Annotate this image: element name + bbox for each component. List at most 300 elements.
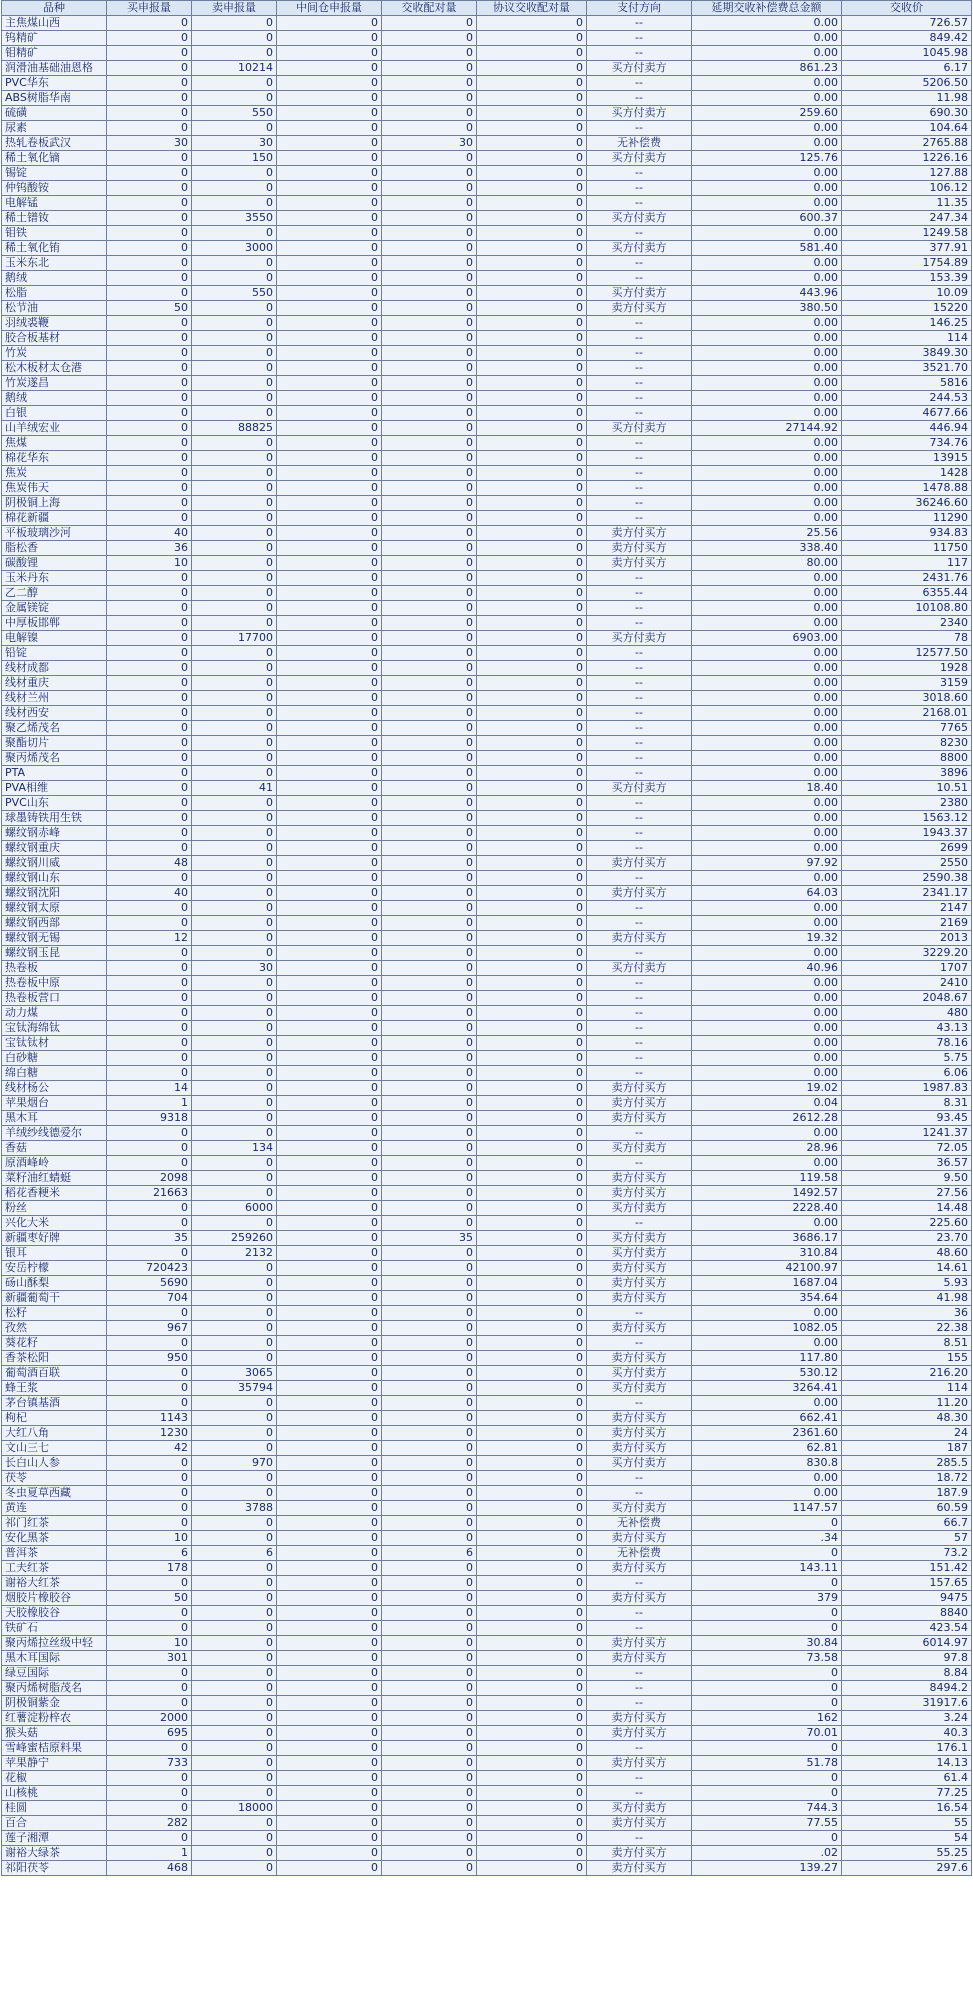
cell-agreement-matched: 0 — [477, 1606, 587, 1621]
cell-payment-direction: -- — [587, 256, 692, 271]
table-row — [2, 916, 972, 931]
cell-middle-warehouse: 0 — [277, 1681, 382, 1696]
cell-sell-declared: 0 — [192, 1096, 277, 1111]
table-row — [2, 196, 972, 211]
cell-deferred-compensation: 0.00 — [692, 436, 842, 451]
table-row — [2, 661, 972, 676]
cell-delivery-price: 104.64 — [842, 121, 972, 136]
cell-agreement-matched: 0 — [477, 1036, 587, 1051]
cell-buy-declared: 40 — [107, 886, 192, 901]
cell-middle-warehouse: 0 — [277, 1201, 382, 1216]
cell-buy-declared: 0 — [107, 601, 192, 616]
table-row — [2, 166, 972, 181]
cell-delivery-price: 114 — [842, 331, 972, 346]
cell-agreement-matched: 0 — [477, 211, 587, 226]
cell-deferred-compensation: 0.00 — [692, 16, 842, 31]
cell-delivery-matched: 6 — [382, 1546, 477, 1561]
cell-delivery-matched: 0 — [382, 1216, 477, 1231]
cell-payment-direction: -- — [587, 901, 692, 916]
cell-deferred-compensation: 0.00 — [692, 256, 842, 271]
cell-buy-declared: 0 — [107, 151, 192, 166]
cell-middle-warehouse: 0 — [277, 16, 382, 31]
cell-buy-declared: 0 — [107, 226, 192, 241]
cell-delivery-matched: 0 — [382, 31, 477, 46]
cell-buy-declared: 1143 — [107, 1411, 192, 1426]
cell-payment-direction: -- — [587, 1126, 692, 1141]
cell-payment-direction: -- — [587, 76, 692, 91]
cell-buy-declared: 0 — [107, 1006, 192, 1021]
cell-buy-declared: 0 — [107, 901, 192, 916]
cell-delivery-matched: 0 — [382, 1516, 477, 1531]
cell-sell-declared: 0 — [192, 1426, 277, 1441]
cell-middle-warehouse: 0 — [277, 1456, 382, 1471]
cell-middle-warehouse: 0 — [277, 1501, 382, 1516]
cell-buy-declared: 0 — [107, 331, 192, 346]
cell-payment-direction: -- — [587, 1666, 692, 1681]
cell-payment-direction: 卖方付买方 — [587, 556, 692, 571]
cell-delivery-price: 77.25 — [842, 1786, 972, 1801]
cell-sell-declared: 0 — [192, 1831, 277, 1846]
cell-agreement-matched: 0 — [477, 916, 587, 931]
table-row — [2, 16, 972, 31]
cell-agreement-matched: 0 — [477, 556, 587, 571]
cell-variety: 螺纹钢山东 — [2, 871, 107, 886]
cell-payment-direction: 买方付卖方 — [587, 61, 692, 76]
cell-deferred-compensation: 338.40 — [692, 541, 842, 556]
cell-delivery-matched: 0 — [382, 61, 477, 76]
table-row — [2, 1711, 972, 1726]
cell-sell-declared: 30 — [192, 961, 277, 976]
cell-payment-direction: -- — [587, 841, 692, 856]
cell-deferred-compensation: 25.56 — [692, 526, 842, 541]
cell-agreement-matched: 0 — [477, 1846, 587, 1861]
cell-buy-declared: 0 — [107, 646, 192, 661]
cell-agreement-matched: 0 — [477, 301, 587, 316]
cell-middle-warehouse: 0 — [277, 1216, 382, 1231]
cell-delivery-matched: 0 — [382, 196, 477, 211]
cell-agreement-matched: 0 — [477, 616, 587, 631]
cell-agreement-matched: 0 — [477, 661, 587, 676]
cell-delivery-matched: 0 — [382, 241, 477, 256]
cell-deferred-compensation: 0.00 — [692, 166, 842, 181]
cell-delivery-price: 423.54 — [842, 1621, 972, 1636]
cell-agreement-matched: 0 — [477, 1666, 587, 1681]
cell-deferred-compensation: 0.00 — [692, 451, 842, 466]
cell-middle-warehouse: 0 — [277, 1441, 382, 1456]
cell-sell-declared: 0 — [192, 361, 277, 376]
cell-payment-direction: -- — [587, 946, 692, 961]
cell-deferred-compensation: 380.50 — [692, 301, 842, 316]
cell-agreement-matched: 0 — [477, 691, 587, 706]
cell-buy-declared: 9318 — [107, 1111, 192, 1126]
cell-agreement-matched: 0 — [477, 526, 587, 541]
cell-agreement-matched: 0 — [477, 1546, 587, 1561]
cell-deferred-compensation: 2612.28 — [692, 1111, 842, 1126]
cell-buy-declared: 0 — [107, 811, 192, 826]
table-row — [2, 511, 972, 526]
cell-deferred-compensation: 0.00 — [692, 1036, 842, 1051]
table-row — [2, 181, 972, 196]
cell-delivery-price: 155 — [842, 1351, 972, 1366]
cell-delivery-matched: 0 — [382, 766, 477, 781]
cell-delivery-price: 2431.76 — [842, 571, 972, 586]
cell-agreement-matched: 0 — [477, 766, 587, 781]
cell-buy-declared: 40 — [107, 526, 192, 541]
cell-payment-direction: -- — [587, 91, 692, 106]
cell-delivery-price: 1241.37 — [842, 1126, 972, 1141]
cell-agreement-matched: 0 — [477, 1786, 587, 1801]
table-row — [2, 1246, 972, 1261]
cell-payment-direction: 卖方付买方 — [587, 1261, 692, 1276]
cell-payment-direction: 卖方付买方 — [587, 541, 692, 556]
cell-delivery-matched: 0 — [382, 271, 477, 286]
cell-delivery-price: 72.05 — [842, 1141, 972, 1156]
cell-delivery-matched: 0 — [382, 1711, 477, 1726]
cell-deferred-compensation: 0 — [692, 1576, 842, 1591]
cell-delivery-price: 2380 — [842, 796, 972, 811]
cell-payment-direction: -- — [587, 1576, 692, 1591]
cell-agreement-matched: 0 — [477, 1516, 587, 1531]
cell-middle-warehouse: 0 — [277, 1636, 382, 1651]
cell-buy-declared: 0 — [107, 16, 192, 31]
cell-variety: 线材成都 — [2, 661, 107, 676]
cell-variety: 铅锭 — [2, 646, 107, 661]
cell-delivery-price: 1249.58 — [842, 226, 972, 241]
cell-payment-direction: 卖方付买方 — [587, 1096, 692, 1111]
cell-delivery-matched: 0 — [382, 961, 477, 976]
cell-delivery-price: 10.09 — [842, 286, 972, 301]
table-row — [2, 1051, 972, 1066]
cell-payment-direction: 卖方付买方 — [587, 1111, 692, 1126]
cell-delivery-matched: 0 — [382, 436, 477, 451]
table-row — [2, 841, 972, 856]
cell-agreement-matched: 0 — [477, 586, 587, 601]
cell-middle-warehouse: 0 — [277, 1066, 382, 1081]
cell-delivery-matched: 0 — [382, 346, 477, 361]
cell-buy-declared: 0 — [107, 46, 192, 61]
cell-payment-direction: -- — [587, 466, 692, 481]
cell-middle-warehouse: 0 — [277, 1711, 382, 1726]
table-row — [2, 721, 972, 736]
cell-deferred-compensation: 379 — [692, 1591, 842, 1606]
table-row — [2, 826, 972, 841]
cell-agreement-matched: 0 — [477, 1756, 587, 1771]
cell-deferred-compensation: 0.00 — [692, 181, 842, 196]
cell-delivery-matched: 0 — [382, 1246, 477, 1261]
table-row — [2, 586, 972, 601]
cell-delivery-price: 7765 — [842, 721, 972, 736]
cell-delivery-matched: 0 — [382, 1636, 477, 1651]
cell-delivery-price: 5.75 — [842, 1051, 972, 1066]
cell-deferred-compensation: 6903.00 — [692, 631, 842, 646]
cell-variety: 羽绒裘鞭 — [2, 316, 107, 331]
cell-delivery-price: 1226.16 — [842, 151, 972, 166]
cell-agreement-matched: 0 — [477, 1126, 587, 1141]
cell-payment-direction: -- — [587, 346, 692, 361]
cell-delivery-matched: 0 — [382, 1081, 477, 1096]
cell-sell-declared: 0 — [192, 121, 277, 136]
cell-sell-declared: 0 — [192, 46, 277, 61]
cell-delivery-matched: 0 — [382, 1096, 477, 1111]
cell-buy-declared: 0 — [107, 1621, 192, 1636]
cell-agreement-matched: 0 — [477, 1486, 587, 1501]
cell-deferred-compensation: 259.60 — [692, 106, 842, 121]
cell-payment-direction: -- — [587, 1216, 692, 1231]
table-row — [2, 751, 972, 766]
cell-delivery-matched: 0 — [382, 481, 477, 496]
cell-buy-declared: 0 — [107, 871, 192, 886]
table-row — [2, 1141, 972, 1156]
cell-sell-declared: 0 — [192, 511, 277, 526]
cell-sell-declared: 0 — [192, 451, 277, 466]
cell-buy-declared: 35 — [107, 1231, 192, 1246]
cell-payment-direction: 卖方付买方 — [587, 1561, 692, 1576]
cell-deferred-compensation: 0.00 — [692, 496, 842, 511]
cell-payment-direction: 买方付卖方 — [587, 1246, 692, 1261]
cell-payment-direction: 卖方付买方 — [587, 1186, 692, 1201]
cell-sell-declared: 0 — [192, 1471, 277, 1486]
cell-buy-declared: 733 — [107, 1756, 192, 1771]
cell-middle-warehouse: 0 — [277, 601, 382, 616]
cell-middle-warehouse: 0 — [277, 766, 382, 781]
cell-payment-direction: 卖方付买方 — [587, 1636, 692, 1651]
table-row — [2, 376, 972, 391]
cell-sell-declared: 0 — [192, 556, 277, 571]
cell-deferred-compensation: 0.00 — [692, 136, 842, 151]
col-header-payment-direction: 支付方向 — [587, 1, 692, 16]
cell-payment-direction: 卖方付买方 — [587, 856, 692, 871]
cell-sell-declared: 0 — [192, 1291, 277, 1306]
cell-variety: 聚酯切片 — [2, 736, 107, 751]
cell-variety: 聚丙烯茂名 — [2, 751, 107, 766]
cell-payment-direction: 卖方付买方 — [587, 1861, 692, 1876]
table-row — [2, 1111, 972, 1126]
table-row — [2, 901, 972, 916]
cell-buy-declared: 0 — [107, 1486, 192, 1501]
cell-payment-direction: 买方付卖方 — [587, 151, 692, 166]
cell-payment-direction: -- — [587, 46, 692, 61]
cell-delivery-matched: 35 — [382, 1231, 477, 1246]
table-row — [2, 1516, 972, 1531]
cell-buy-declared: 0 — [107, 586, 192, 601]
cell-middle-warehouse: 0 — [277, 181, 382, 196]
cell-delivery-matched: 0 — [382, 1816, 477, 1831]
cell-delivery-matched: 0 — [382, 1411, 477, 1426]
cell-delivery-matched: 0 — [382, 1306, 477, 1321]
cell-deferred-compensation: 51.78 — [692, 1756, 842, 1771]
table-row — [2, 886, 972, 901]
cell-delivery-matched: 0 — [382, 166, 477, 181]
cell-deferred-compensation: 0.00 — [692, 1066, 842, 1081]
cell-variety: 莲子湘潭 — [2, 1831, 107, 1846]
cell-delivery-price: 1707 — [842, 961, 972, 976]
cell-delivery-matched: 0 — [382, 751, 477, 766]
cell-sell-declared: 0 — [192, 856, 277, 871]
cell-delivery-price: 93.45 — [842, 1111, 972, 1126]
cell-deferred-compensation: 1147.57 — [692, 1501, 842, 1516]
cell-buy-declared: 0 — [107, 91, 192, 106]
cell-sell-declared: 10214 — [192, 61, 277, 76]
cell-variety: 稀土氧化镝 — [2, 151, 107, 166]
table-row — [2, 1696, 972, 1711]
cell-deferred-compensation: 744.3 — [692, 1801, 842, 1816]
cell-buy-declared: 0 — [107, 691, 192, 706]
cell-delivery-price: 2550 — [842, 856, 972, 871]
cell-payment-direction: -- — [587, 1051, 692, 1066]
cell-variety: 羊绒纱线德爱尔 — [2, 1126, 107, 1141]
cell-agreement-matched: 0 — [477, 1381, 587, 1396]
table-row — [2, 466, 972, 481]
cell-middle-warehouse: 0 — [277, 1831, 382, 1846]
cell-variety: 白银 — [2, 406, 107, 421]
cell-delivery-matched: 0 — [382, 1291, 477, 1306]
cell-buy-declared: 0 — [107, 1381, 192, 1396]
cell-buy-declared: 950 — [107, 1351, 192, 1366]
cell-payment-direction: 买方付卖方 — [587, 1456, 692, 1471]
cell-delivery-price: 41.98 — [842, 1291, 972, 1306]
cell-agreement-matched: 0 — [477, 721, 587, 736]
cell-delivery-price: 40.3 — [842, 1726, 972, 1741]
table-row — [2, 526, 972, 541]
cell-deferred-compensation: 0.00 — [692, 691, 842, 706]
cell-payment-direction: 卖方付买方 — [587, 1591, 692, 1606]
cell-sell-declared: 0 — [192, 91, 277, 106]
cell-payment-direction: 无补偿费 — [587, 1516, 692, 1531]
cell-delivery-price: 1478.88 — [842, 481, 972, 496]
cell-payment-direction: -- — [587, 31, 692, 46]
cell-delivery-price: 285.5 — [842, 1456, 972, 1471]
cell-buy-declared: 50 — [107, 1591, 192, 1606]
table-row — [2, 1261, 972, 1276]
table-row — [2, 301, 972, 316]
cell-variety: 线材西安 — [2, 706, 107, 721]
cell-payment-direction: -- — [587, 436, 692, 451]
cell-delivery-matched: 0 — [382, 1351, 477, 1366]
cell-sell-declared: 0 — [192, 1771, 277, 1786]
cell-delivery-price: 6355.44 — [842, 586, 972, 601]
cell-sell-declared: 0 — [192, 1276, 277, 1291]
cell-delivery-price: 54 — [842, 1831, 972, 1846]
cell-buy-declared: 0 — [107, 286, 192, 301]
cell-buy-declared: 0 — [107, 1201, 192, 1216]
cell-sell-declared: 970 — [192, 1456, 277, 1471]
cell-delivery-matched: 0 — [382, 1426, 477, 1441]
cell-agreement-matched: 0 — [477, 1156, 587, 1171]
cell-sell-declared: 0 — [192, 1516, 277, 1531]
col-header-deferred-compensation: 延期交收补偿费总金额 — [692, 1, 842, 16]
cell-delivery-price: 36.57 — [842, 1156, 972, 1171]
table-row — [2, 1546, 972, 1561]
cell-buy-declared: 0 — [107, 76, 192, 91]
table-row — [2, 1666, 972, 1681]
cell-sell-declared: 0 — [192, 256, 277, 271]
cell-middle-warehouse: 0 — [277, 751, 382, 766]
cell-sell-declared: 0 — [192, 616, 277, 631]
cell-middle-warehouse: 0 — [277, 151, 382, 166]
cell-deferred-compensation: 0.00 — [692, 91, 842, 106]
table-row — [2, 1186, 972, 1201]
cell-delivery-price: 9.50 — [842, 1171, 972, 1186]
cell-deferred-compensation: 0.00 — [692, 586, 842, 601]
cell-payment-direction: 卖方付买方 — [587, 1816, 692, 1831]
cell-buy-declared: 0 — [107, 1306, 192, 1321]
cell-agreement-matched: 0 — [477, 1366, 587, 1381]
cell-sell-declared: 0 — [192, 796, 277, 811]
cell-sell-declared: 0 — [192, 1111, 277, 1126]
cell-payment-direction: -- — [587, 991, 692, 1006]
cell-agreement-matched: 0 — [477, 811, 587, 826]
cell-middle-warehouse: 0 — [277, 196, 382, 211]
cell-buy-declared: 0 — [107, 1036, 192, 1051]
cell-variety: 脂松香 — [2, 541, 107, 556]
cell-variety: 大红八角 — [2, 1426, 107, 1441]
cell-delivery-matched: 0 — [382, 301, 477, 316]
cell-sell-declared: 0 — [192, 466, 277, 481]
cell-sell-declared: 0 — [192, 1531, 277, 1546]
cell-agreement-matched: 0 — [477, 286, 587, 301]
cell-delivery-matched: 0 — [382, 526, 477, 541]
cell-delivery-price: 176.1 — [842, 1741, 972, 1756]
cell-middle-warehouse: 0 — [277, 226, 382, 241]
cell-sell-declared: 0 — [192, 841, 277, 856]
cell-buy-declared: 0 — [107, 1141, 192, 1156]
cell-delivery-price: 2590.38 — [842, 871, 972, 886]
cell-deferred-compensation: 0.00 — [692, 1471, 842, 1486]
cell-delivery-price: 726.57 — [842, 16, 972, 31]
cell-middle-warehouse: 0 — [277, 76, 382, 91]
cell-agreement-matched: 0 — [477, 1276, 587, 1291]
cell-middle-warehouse: 0 — [277, 1231, 382, 1246]
cell-sell-declared: 0 — [192, 1621, 277, 1636]
cell-middle-warehouse: 0 — [277, 1351, 382, 1366]
cell-delivery-matched: 0 — [382, 1396, 477, 1411]
cell-middle-warehouse: 0 — [277, 1156, 382, 1171]
cell-variety: 棉花新疆 — [2, 511, 107, 526]
cell-delivery-matched: 0 — [382, 1171, 477, 1186]
cell-delivery-price: 187.9 — [842, 1486, 972, 1501]
cell-payment-direction: -- — [587, 1066, 692, 1081]
cell-variety: 乙二醇 — [2, 586, 107, 601]
cell-payment-direction: 买方付卖方 — [587, 421, 692, 436]
cell-agreement-matched: 0 — [477, 1711, 587, 1726]
cell-delivery-matched: 0 — [382, 871, 477, 886]
cell-deferred-compensation: 0.00 — [692, 271, 842, 286]
table-row — [2, 1846, 972, 1861]
cell-buy-declared: 0 — [107, 571, 192, 586]
cell-agreement-matched: 0 — [477, 421, 587, 436]
cell-middle-warehouse: 0 — [277, 106, 382, 121]
cell-buy-declared: 0 — [107, 781, 192, 796]
cell-agreement-matched: 0 — [477, 316, 587, 331]
cell-agreement-matched: 0 — [477, 226, 587, 241]
cell-sell-declared: 0 — [192, 1351, 277, 1366]
cell-middle-warehouse: 0 — [277, 1291, 382, 1306]
cell-deferred-compensation: 0.00 — [692, 811, 842, 826]
cell-payment-direction: 无补偿费 — [587, 136, 692, 151]
cell-delivery-matched: 0 — [382, 1156, 477, 1171]
cell-variety: 线材重庆 — [2, 676, 107, 691]
cell-middle-warehouse: 0 — [277, 1591, 382, 1606]
table-row — [2, 1741, 972, 1756]
cell-agreement-matched: 0 — [477, 1636, 587, 1651]
cell-agreement-matched: 0 — [477, 1081, 587, 1096]
cell-sell-declared: 0 — [192, 1051, 277, 1066]
cell-middle-warehouse: 0 — [277, 1396, 382, 1411]
cell-sell-declared: 0 — [192, 376, 277, 391]
cell-delivery-price: 78.16 — [842, 1036, 972, 1051]
cell-buy-declared: 0 — [107, 1126, 192, 1141]
cell-variety: 天胶橡胶谷 — [2, 1606, 107, 1621]
